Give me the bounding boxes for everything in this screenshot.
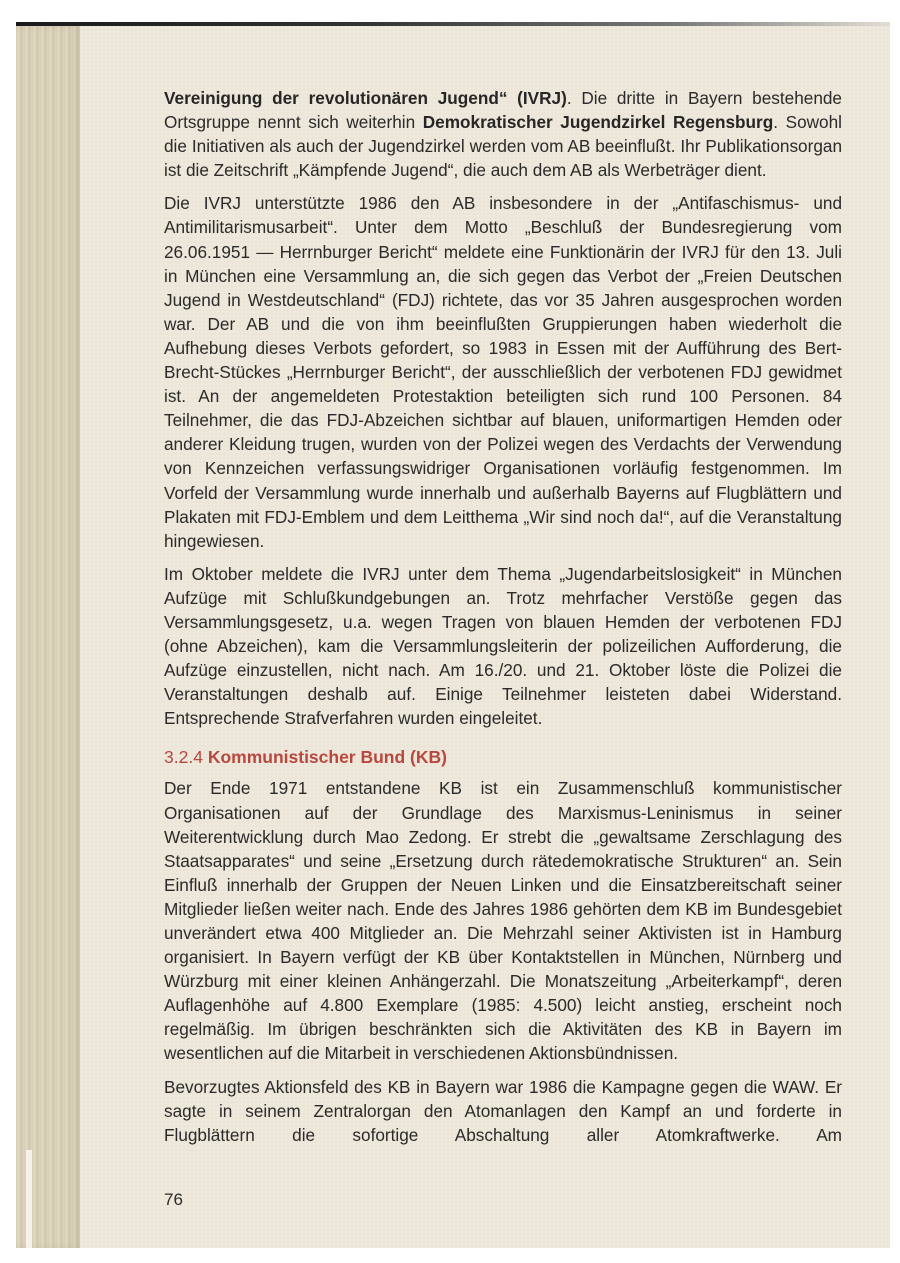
page-top-edge (16, 22, 890, 26)
section-heading (164, 745, 842, 769)
book-spine-edge (16, 26, 80, 1248)
spine-highlight (26, 1150, 32, 1248)
paragraph-ivrj-oktober: Im Oktober meldete die IVRJ unter dem Thema „Jugendarbeitslosigkeit“ in München Aufzüge mit Schlußkundgebungen an. Trotz mehrfacher Verstöße gegen das Versammlungsgesetz, u.a. wegen Tragen von blauen Hemden der verbotenen FDJ (ohne Abzeichen), kam die Versammlungsleiterin der polizeilichen Aufforderung, die Aufzüge einzustellen, nicht nach. Am 16./20. und 21. Oktober löste die Polizei die Veranstaltungen deshalb auf. Einige Teilnehmer leisteten dabei Widerstand. Entsprechende Strafverfahren wurden eingeleitet. (164, 563, 842, 729)
paragraph-kb-intro: Der Ende 1971 entstandene KB ist ein Zusammenschluß kommunistischer Organisationen auf der Grundlage des Marxismus-Leninismus in seiner Weiterentwicklung durch Mao Zedong. Er strebt die „gewaltsame Zerschlagung des Staatsapparates“ und seine „Ersetzung durch rätedemokratische Strukturen“ an. Sein Einfluß innerhalb der Gruppen der Neuen Linken und die Einsatzbereitschaft seiner Mitglieder ließen weiter nach. Ende des Jahres 1986 gehörten dem KB im Bundesgebiet unverändert etwa 400 Mitglieder an. Die Mehrzahl seiner Aktivisten ist in Hamburg organisiert. In Bayern verfügt der KB über Kontaktstellen in München, Nürnberg und Würzburg mit einer kleinen Anhängerzahl. Die Monatszeitung „Arbeiterkampf“, deren Auflagenhöhe auf 4.800 Exemplare (1985: 4.500) leicht anstieg, erscheint noch regelmäßig. Im übrigen beschränkten sich die Aktivitäten des KB in Bayern im wesentlichen auf die Mitarbeit in verschiedenen Aktionsbündnissen. (164, 778, 842, 1064)
org-name-ivrj: Vereinigung der revolutionären Jugend“ (IVRJ) (164, 88, 567, 108)
text-segment: . Sowohl die Initiativen als auch der Jugendzirkel werden vom AB beeinflußt. Ihr Publikationsorgan ist die Zeitschrift „Kämpfende Jugend“, die auch dem AB als Werbeträger dient. (164, 112, 842, 181)
page-number: 76 (164, 1190, 183, 1209)
paragraph-kb-aktionsfeld: Bevorzugtes Aktionsfeld des KB in Bayern war 1986 die Kampagne gegen die WAW. Er sagte in seinem Zentralorgan den Atomanlagen den Kampf an und forderte in Flugblättern die sofortige Abschaltung aller Atomkraftwerke. Am (164, 1076, 842, 1145)
paragraph-ivrj-intro (164, 86, 842, 182)
paragraph-ivrj-1986: Die IVRJ unterstützte 1986 den AB insbesondere in der „Antifaschismus- und Antimilitarismusarbeit“. Unter dem Motto „Beschluß der Bundesregierung vom 26.06.1951 — Herrnburger Bericht“ meldete eine Funktionärin der IVRJ für den 13. Juli in München eine Versammlung an, die sich gegen das Verbot der „Freien Deutschen Jugend in Westdeutschland“ (FDJ) richtete, das vor 35 Jahren ausgesprochen worden war. Der AB und die von ihm beeinflußten Gruppierungen haben wiederholt die Aufhebung dieses Verbots gefordert, so 1983 in Essen mit der Aufführung des Bert-Brecht-Stückes „Herrnburger Bericht“, der ausschließlich der verbotenen FDJ gewidmet ist. An der angemeldeten Protestaktion beteiligten sich rund 100 Personen. 84 Teilnehmer, die das FDJ-Abzeichen sichtbar auf blauen, uniformartigen Hemden oder anderer Kleidung trugen, wurden von der Polizei wegen des Verdachts der Verwendung von Kennzeichen verfassungswidriger Organisationen vorläufig festgenommen. Im Vorfeld der Versammlung wurde innerhalb und außerhalb Bayerns auf Flugblättern und Plakaten mit FDJ-Emblem und dem Leitthema „Wir sind noch da!“, auf die Veranstaltung hingewiesen. (164, 193, 842, 551)
text-segment: . Die dritte in Bayern bestehende Ortsgruppe nennt sich weiterhin (164, 88, 842, 133)
section-title: Kommunistischer Bund (KB) (207, 747, 447, 768)
section-number: 3.2.4 (164, 747, 203, 768)
page-body (164, 86, 842, 1156)
org-name-jugendzirkel: Demokratischer Jugendzirkel Regensburg (422, 112, 774, 133)
